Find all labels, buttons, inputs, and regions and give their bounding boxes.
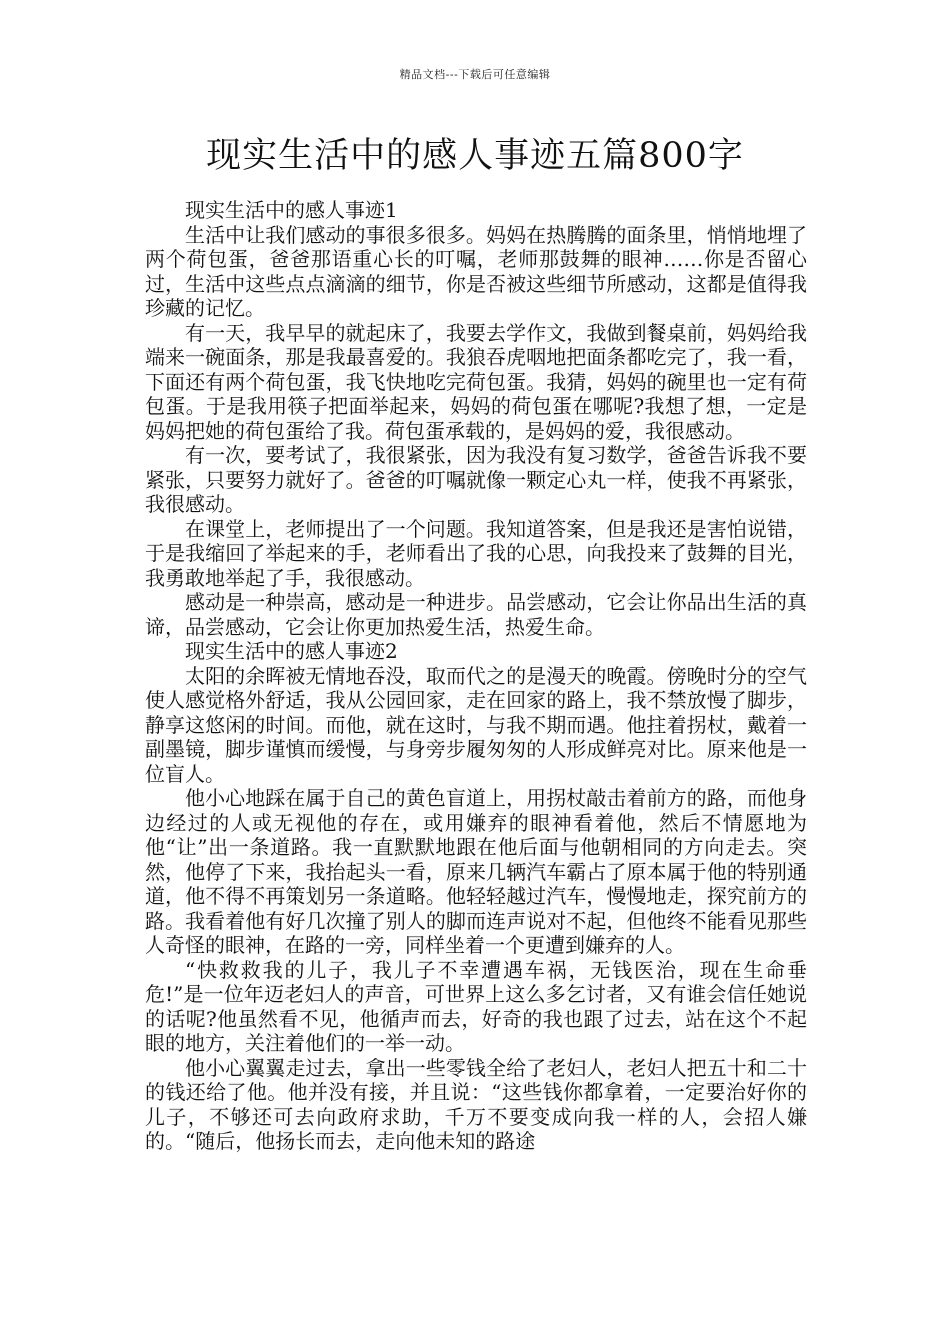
paragraph: 在课堂上，老师提出了一个问题。我知道答案，但是我还是害怕说错，于是我缩回了举起来的手，老师看出了我的心思，向我投来了鼓舞的目光，我勇敢地举起了手，我很感动。 [145, 516, 807, 590]
paragraph: 有一次，要考试了，我很紧张，因为我没有复习数学，爸爸告诉我不要紧张，只要努力就好了。爸爸的叮嘱就像一颗定心丸一样，使我不再紧张，我很感动。 [145, 443, 807, 516]
section-heading-2: 现实生活中的感人事迹2 [185, 639, 398, 663]
paragraph: 他小心翼翼走过去，拿出一些零钱全给了老妇人，老妇人把五十和二十的钱还给了他。他并没有接，并且说：“这些钱你都拿着，一定要治好你的儿子，不够还可去向政府求助，千万不要变成向我一样的人，会招人嫌的。“随后，他扬长而去，走向他未知的路途 [145, 1055, 807, 1153]
document-title: 现实生活中的感人事迹五篇800字 [206, 136, 744, 176]
section-heading-1: 现实生活中的感人事迹1 [185, 198, 398, 222]
document-body [145, 198, 807, 1154]
paragraph: 太阳的余晖被无情地吞没，取而代之的是漫天的晚霞。傍晚时分的空气使人感觉格外舒适，我从公园回家，走在回家的路上，我不禁放慢了脚步，静享这悠闲的时间。而他，就在这时，与我不期而遇。他拄着拐杖，戴着一副墨镜，脚步谨慎而缓慢，与身旁步履匆匆的人形成鲜亮对比。原来他是一位盲人。 [145, 663, 807, 786]
paragraph: 感动是一种崇高，感动是一种进步。品尝感动，它会让你品出生活的真谛，品尝感动，它会让你更加热爱生活，热爱生命。 [145, 590, 807, 639]
paragraph: 他小心地踩在属于自己的黄色盲道上，用拐杖敲击着前方的路，而他身边经过的人或无视他的存在，或用嫌弃的眼神看着他，然后不情愿地为他“让”出一条道路。我一直默默地跟在他后面与他朝相同的方向走去。突然，他停了下来，我抬起头一看，原来几辆汽车霸占了原本属于他的特别通道，他不得不再策划另一条道略。他轻轻越过汽车，慢慢地走，探究前方的路。我看着他有好几次撞了别人的脚而连声说对不起，但他终不能看见那些人奇怪的眼神，在路的一旁，同样坐着一个更遭到嫌弃的人。 [145, 786, 807, 957]
page-header: 精品文档---下载后可任意编辑 [399, 68, 551, 81]
paragraph: 有一天，我早早的就起床了，我要去学作文，我做到餐桌前，妈妈给我端来一碗面条，那是我最喜爱的。我狼吞虎咽地把面条都吃完了，我一看，下面还有两个荷包蛋，我飞快地吃完荷包蛋。我猜，妈妈的碗里也一定有荷包蛋。于是我用筷子把面举起来，妈妈的荷包蛋在哪呢?我想了想，一定是妈妈把她的荷包蛋给了我。荷包蛋承载的，是妈妈的爱，我很感动。 [145, 320, 807, 443]
paragraph: 生活中让我们感动的事很多很多。妈妈在热腾腾的面条里，悄悄地埋了两个荷包蛋，爸爸那语重心长的叮嘱，老师那鼓舞的眼神……你是否留心过，生活中这些点点滴滴的细节，你是否被这些细节所感动，这都是值得我珍藏的记忆。 [145, 222, 807, 320]
paragraph: “快救救我的儿子，我儿子不幸遭遇车祸，无钱医治，现在生命垂危!”是一位年迈老妇人的声音，可世界上这么多乞讨者，又有谁会信任她说的话呢?他虽然看不见，他循声而去，好奇的我也跟了过去，站在这个不起眼的地方，关注着他们的一举一动。 [145, 957, 807, 1055]
